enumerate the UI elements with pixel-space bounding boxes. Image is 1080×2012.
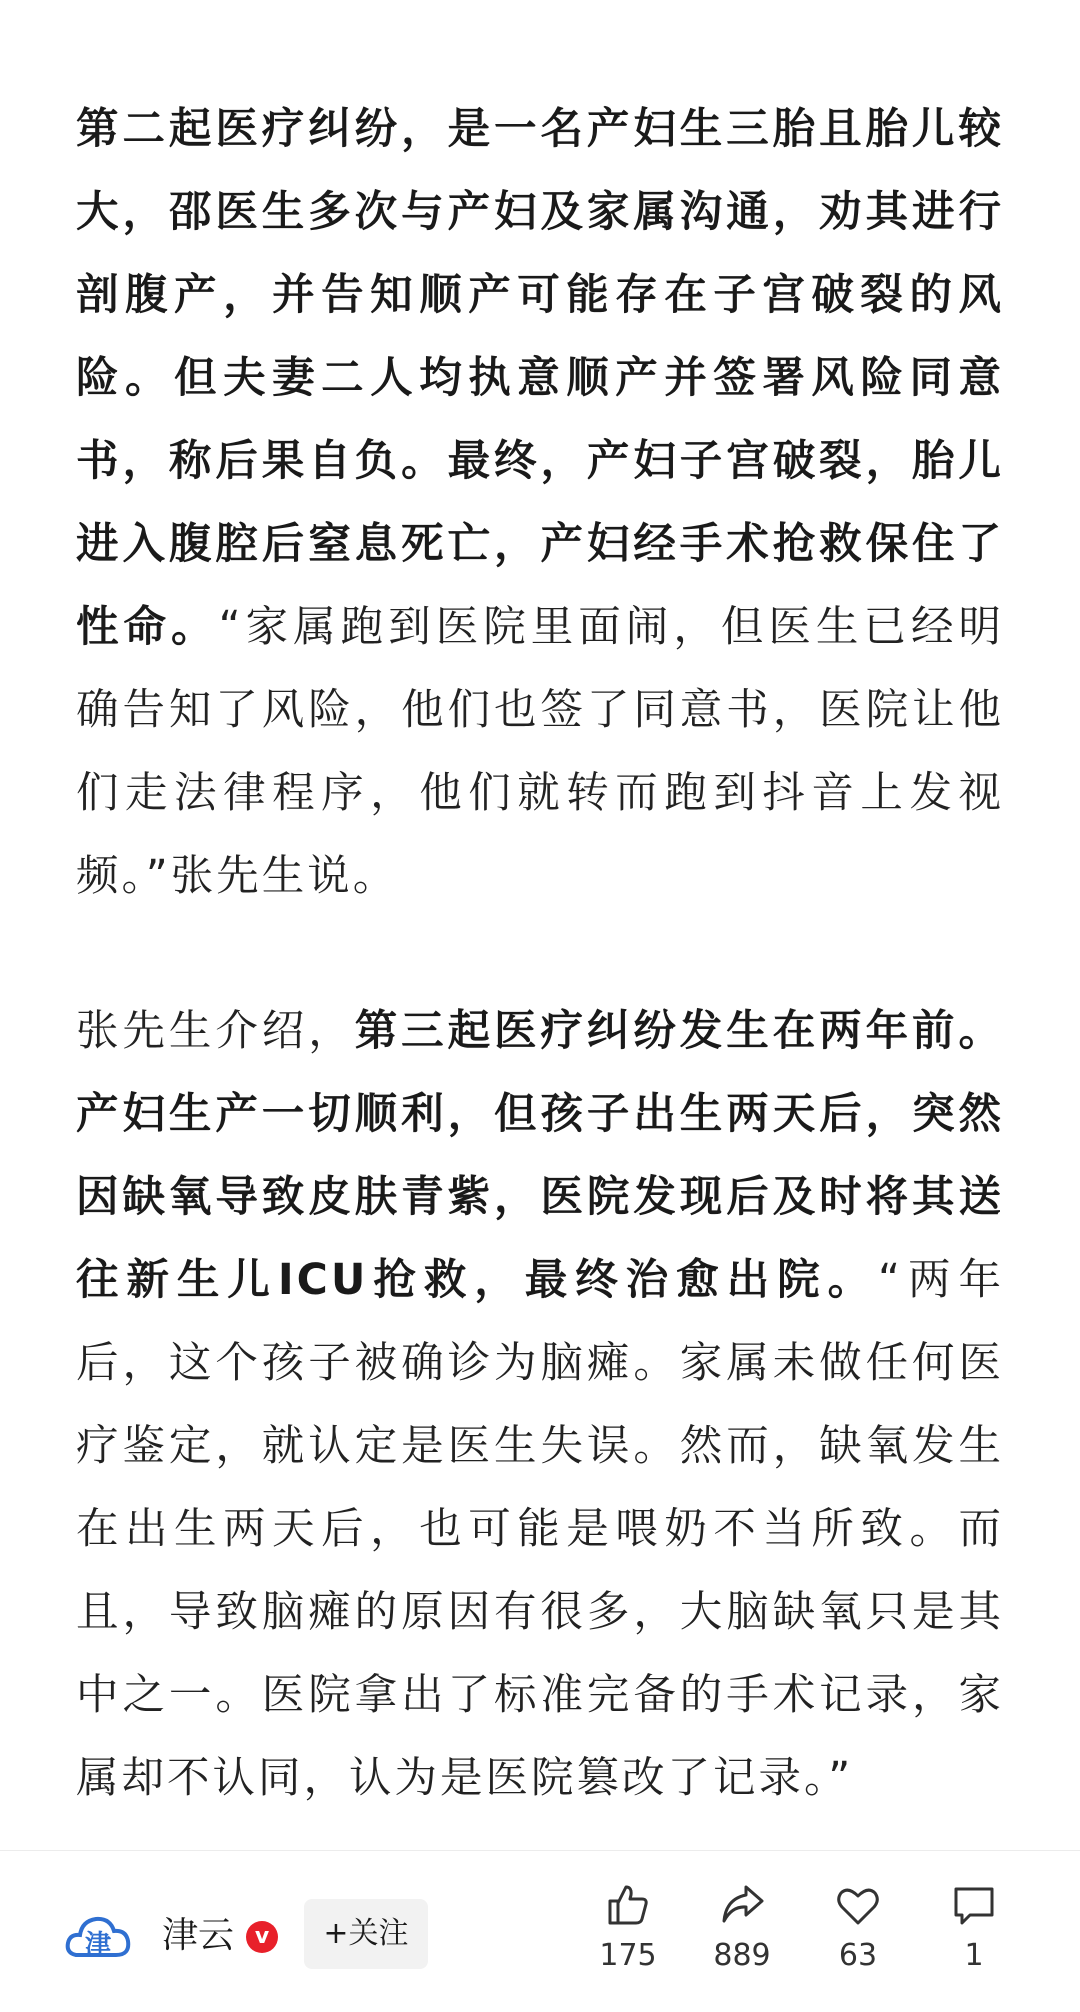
bold-text: 第三起医疗纠纷发生在两年前。产妇生产一切顺利，但孩子出生两天后，突然因缺氧导致皮肤青紫，医院发现后及时将其送往新生儿ICU抢救，最终治愈出院。 bbox=[76, 1007, 1004, 1305]
share-arrow-icon bbox=[718, 1881, 766, 1929]
quote-text: “家属跑到医院里面闹，但医生已经明确告知了风险，他们也签了同意书，医院让他们走法律程序，他们就转而跑到抖音上发视频。”张先生说。 bbox=[76, 603, 1004, 901]
share-count: 889 bbox=[713, 1938, 771, 1973]
comment-bubble-icon bbox=[950, 1881, 998, 1929]
author-avatar[interactable] bbox=[62, 1903, 134, 1975]
svg-text:津: 津 bbox=[84, 1930, 112, 1960]
verified-badge-icon: v bbox=[246, 1921, 278, 1953]
bottom-action-bar bbox=[0, 1850, 1080, 2012]
favorite-count: 63 bbox=[838, 1938, 878, 1973]
author-name[interactable]: 津云 bbox=[162, 1915, 235, 1956]
heart-icon bbox=[834, 1881, 882, 1929]
article-paragraph bbox=[76, 88, 1004, 918]
favorite-button[interactable] bbox=[808, 1881, 908, 1991]
article-paragraph bbox=[76, 990, 1004, 1820]
share-button[interactable] bbox=[692, 1881, 792, 1991]
quote-text: “两年后，这个孩子被确诊为脑瘫。家属未做任何医疗鉴定，就认定是医生失误。然而，缺氧发生在出生两天后，也可能是喂奶不当所致。而且，导致脑瘫的原因有很多，大脑缺氧只是其中之一。医院拿出了标准完备的手术记录，家属却不认同，认为是医院篡改了记录。” bbox=[76, 1256, 1004, 1803]
lead-text: 张先生介绍， bbox=[76, 1007, 355, 1056]
comment-button[interactable] bbox=[924, 1881, 1024, 1991]
jinyun-logo-icon bbox=[62, 1903, 134, 1975]
thumbs-up-icon bbox=[604, 1881, 652, 1929]
like-button[interactable] bbox=[578, 1881, 678, 1991]
comment-count: 1 bbox=[964, 1938, 984, 1973]
like-count: 175 bbox=[599, 1938, 657, 1973]
follow-button[interactable]: +关注 bbox=[304, 1899, 428, 1969]
bold-text: 第二起医疗纠纷，是一名产妇生三胎且胎儿较大，邵医生多次与产妇及家属沟通，劝其进行剖腹产，并告知顺产可能存在子宫破裂的风险。但夫妻二人均执意顺产并签署风险同意书，称后果自负。最终，产妇子宫破裂，胎儿进入腹腔后窒息死亡，产妇经手术抢救保住了性命。 bbox=[76, 105, 1004, 652]
